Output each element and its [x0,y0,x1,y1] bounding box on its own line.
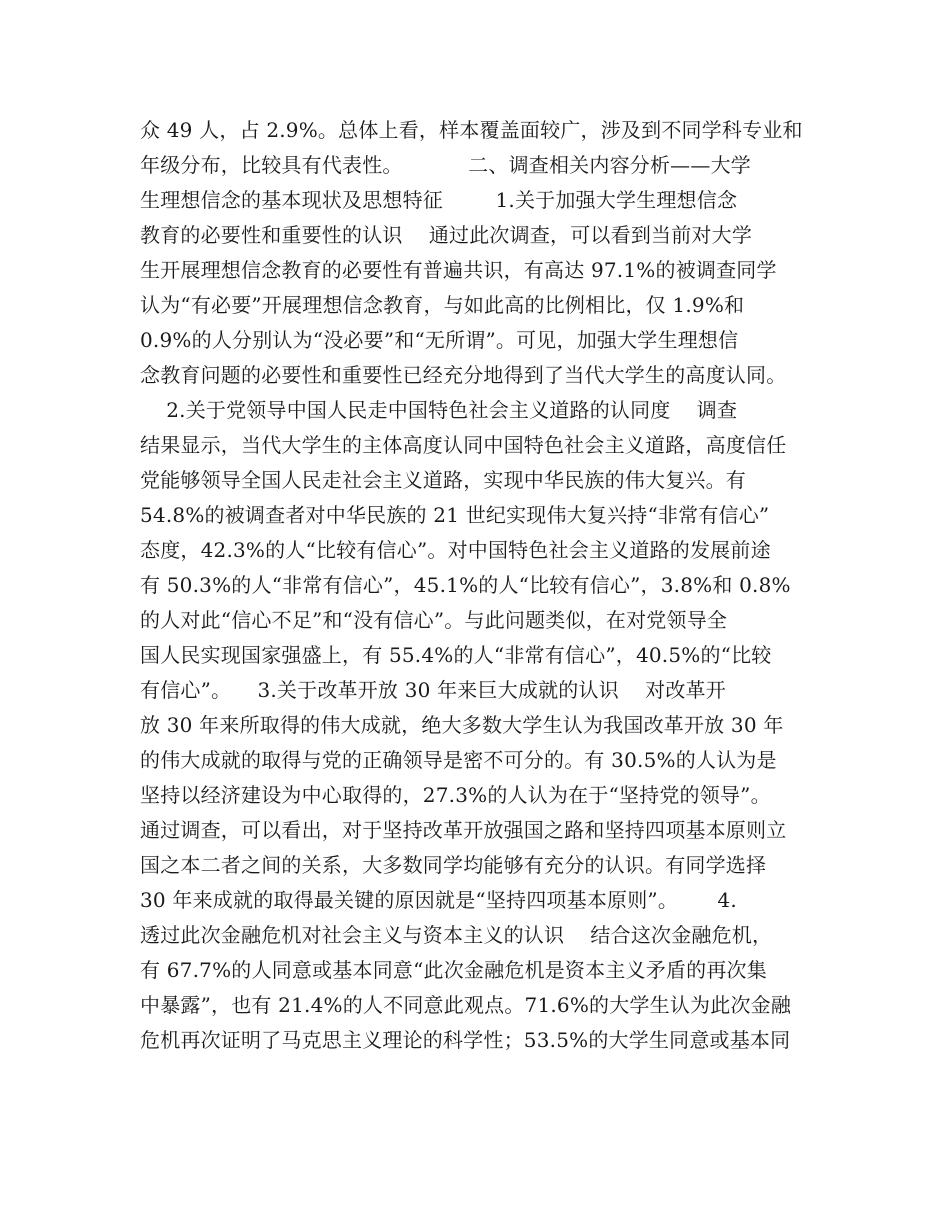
text-line: 的人对此“信心不足”和“没有信心”。与此问题类似，在对党领导全 [140,608,728,632]
text-line: 念教育问题的必要性和重要性已经充分地得到了当代大学生的高度认同。 [140,363,787,387]
text-line: 0.9%的人分别认为“没必要”和“无所谓”。可见，加强大学生理想信 [140,328,739,352]
text-line: 有信心”。 3.关于改革开放 30 年来巨大成就的认识 对改革开 [140,678,726,702]
text-line: 生开展理想信念教育的必要性有普遍共识，有高达 97.1%的被调查同学 [140,258,777,282]
text-line: 认为“有必要”开展理想信念教育，与如此高的比例相比，仅 1.9%和 [140,293,745,317]
text-line: 国人民实现国家强盛上，有 55.4%的人“非常有信心”，40.5%的“比较 [140,643,772,667]
text-line: 放 30 年来所取得的伟大成就，绝大多数大学生认为我国改革开放 30 年 [140,713,784,737]
text-line: 有 67.7%的人同意或基本同意“此次金融危机是资本主义矛盾的再次集 [140,958,767,982]
text-line: 有 50.3%的人“非常有信心”，45.1%的人“比较有信心”，3.8%和 0.8% [140,573,791,597]
text-line: 的伟大成就的取得与党的正确领导是密不可分的。有 30.5%的人认为是 [140,748,777,772]
text-line: 危机再次证明了马克思主义理论的科学性；53.5%的大学生同意或基本同 [140,1028,791,1052]
body-text [140,113,820,1058]
text-line: 坚持以经济建设为中心取得的，27.3%的人认为在于“坚持党的领导”。 [140,783,771,807]
text-line: 结果显示，当代大学生的主体高度认同中国特色社会主义道路，高度信任 [140,433,787,457]
text-line: 教育的必要性和重要性的认识 通过此次调查，可以看到当前对大学 [140,223,753,247]
text-line: 国之本二者之间的关系，大多数同学均能够有充分的认识。有同学选择 [140,853,767,877]
text-line: 中暴露”，也有 21.4%的人不同意此观点。71.6%的大学生认为此次金融 [140,993,792,1017]
text-line: 年级分布，比较具有代表性。 二、调查相关内容分析——大学 [140,153,751,177]
text-line: 30 年来成就的取得最关键的原因就是“坚持四项基本原则”。 4. [140,888,737,912]
text-line: 态度，42.3%的人“比较有信心”。对中国特色社会主义道路的发展前途 [140,538,771,562]
text-line: 生理想信念的基本现状及思想特征 1.关于加强大学生理想信念 [140,188,738,212]
text-line: 2.关于党领导中国人民走中国特色社会主义道路的认同度 调查 [140,398,738,422]
text-line: 透过此次金融危机对社会主义与资本主义的认识 结合这次金融危机， [140,923,773,947]
text-line: 党能够领导全国人民走社会主义道路，实现中华民族的伟大复兴。有 [140,468,746,492]
text-line: 54.8%的被调查者对中华民族的 21 世纪实现伟大复兴持“非常有信心” [140,503,770,527]
text-line: 众 49 人，占 2.9%。总体上看，样本覆盖面较广，涉及到不同学科专业和 [140,118,803,142]
text-line: 通过调查，可以看出，对于坚持改革开放强国之路和坚持四项基本原则立 [140,818,787,842]
